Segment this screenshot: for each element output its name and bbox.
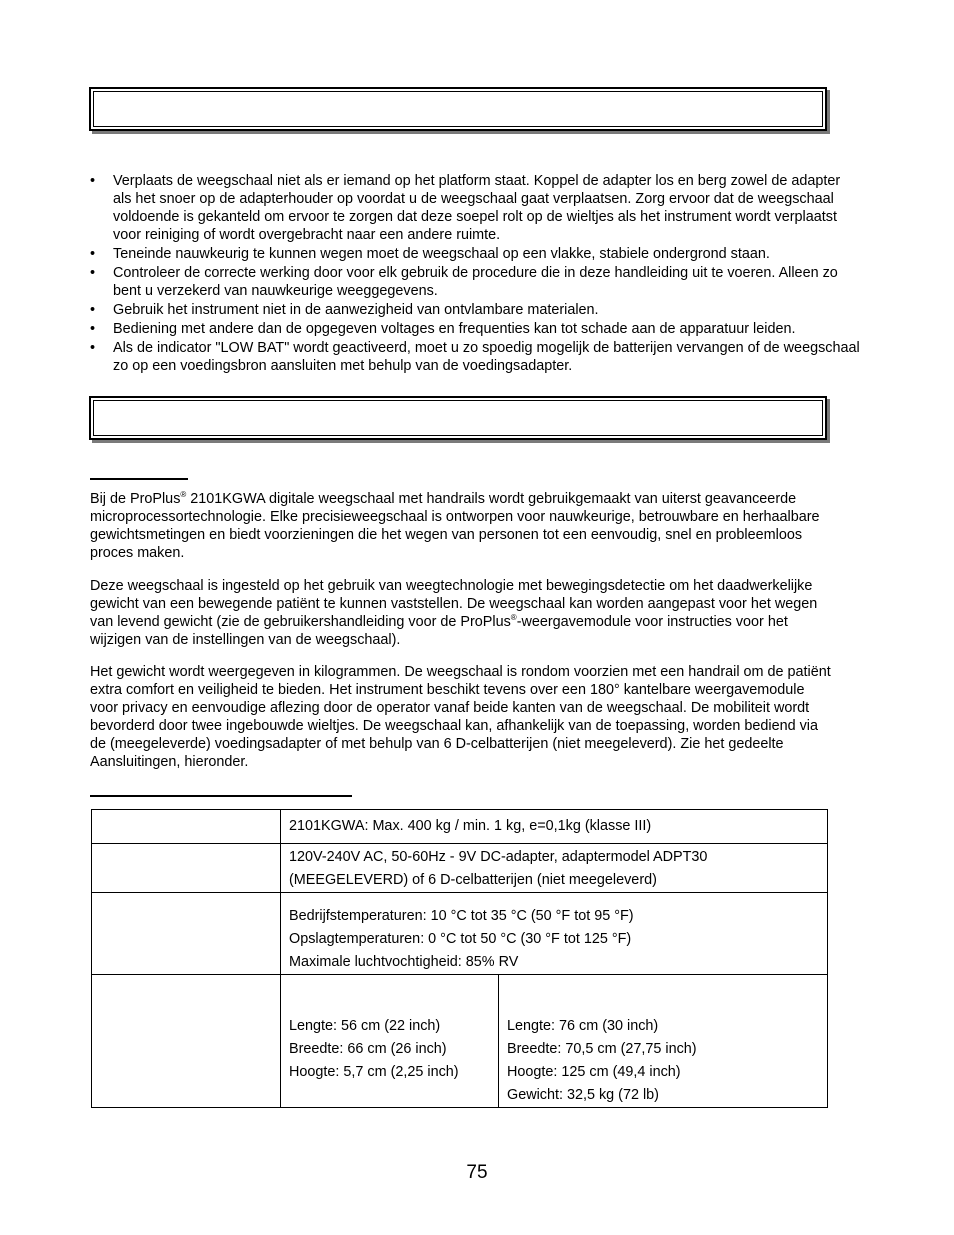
subheading-underline: [90, 478, 188, 480]
precautions-list: [90, 172, 860, 376]
platform-dimension: Lengte: 56 cm (22 inch): [289, 1018, 441, 1034]
environment-value: Maximale luchtvochtigheid: 85% RV: [289, 954, 519, 970]
table-row: [92, 893, 828, 975]
environment-value: Opslagtemperaturen: 0 °C tot 50 °C (30 °F tot 125 °F): [289, 931, 632, 947]
page-number: 75: [466, 1162, 488, 1183]
list-item: • Teneinde nauwkeurig te kunnen wegen moet de weegschaal op een vlakke, stabiele ondergrond staan.: [90, 245, 860, 263]
power-value: 120V-240V AC, 50-60Hz - 9V DC-adapter, adaptermodel ADPT30: [289, 849, 708, 865]
list-item: • Verplaats de weegschaal niet als er iemand op het platform staat. Koppel de adapter los en berg zowel de adapter als het snoer op de adapterhouder op voordat u de weegschaal gaat verplaatsen. Zorg ervoor dat de weegschaal voldoende is gekanteld om ervoor te zorgen dat deze soepel rolt op de wieltjes als het instrument wordt verplaatst voor reiniging of wordt overgebracht naar een andere ruimte.: [90, 172, 860, 244]
capacity-value: 2101KGWA: Max. 400 kg / min. 1 kg, e=0,1kg (klasse III): [289, 818, 652, 834]
environment-value: Bedrijfstemperaturen: 10 °C tot 35 °C (50 °F tot 95 °F): [289, 908, 634, 924]
overall-dimension: Lengte: 76 cm (30 inch): [507, 1018, 659, 1034]
list-item: • Controleer de correcte werking door voor elk gebruik de procedure die in deze handleiding uit te voeren. Alleen zo bent u verzekerd van nauwkeurige weeggegevens.: [90, 264, 860, 300]
specs-subheading-underline: [90, 795, 352, 797]
motion-paragraph: Deze weegschaal is ingesteld op het gebruik van weegtechnologie met bewegingsdetectie om het daadwerkelijke gewicht van een bewegende patiënt te kunnen vaststellen. De weegschaal kan worden aangepast voor het wegen van levend gewicht (zie de gebruikershandleiding voor de ProPlus®-weergavemodule voor instructies voor het wijzigen van de instellingen van de weegschaal).: [90, 578, 818, 648]
section-heading-box-1: [89, 87, 827, 131]
platform-dimension: Breedte: 66 cm (26 inch): [289, 1041, 447, 1057]
specifications-table: [91, 809, 828, 1108]
list-item: • Gebruik het instrument niet in de aanwezigheid van ontvlambare materialen.: [90, 301, 860, 319]
section-heading-box-2: [89, 396, 827, 440]
table-row: [92, 844, 828, 893]
features-paragraph: Het gewicht wordt weergegeven in kilogrammen. De weegschaal is rondom voorzien met een handrail om de patiënt extra comfort en veiligheid te bieden. Het instrument beschikt tevens over een 180° kantelbare weergavemodule voor privacy en eenvoudige aflezing door de operator vanaf beide kanten van de weegschaal. De mobiliteit wordt bevorderd door twee ingebouwde wieltjes. De weegschaal kan, afhankelijk van de toepassing, worden bediend via de (meegeleverde) voedingsadapter of met behulp van 6 D-celbatterijen (niet meegeleverd). Zie het gedeelte Aansluitingen, hieronder.: [90, 664, 831, 770]
table-row: [92, 810, 828, 844]
list-item: • Bediening met andere dan de opgegeven voltages en frequenties kan tot schade aan de apparatuur leiden.: [90, 320, 860, 338]
list-item: • Als de indicator "LOW BAT" wordt geactiveerd, moet u zo spoedig mogelijk de batterijen vervangen of de weegschaal zo op een voedingsbron aansluiten met behulp van de voedingsadapter.: [90, 339, 860, 375]
overall-dimension: Hoogte: 125 cm (49,4 inch): [507, 1064, 681, 1080]
overall-dimension: Breedte: 70,5 cm (27,75 inch): [507, 1041, 697, 1057]
power-value: (MEEGELEVERD) of 6 D-celbatterijen (niet meegeleverd): [289, 872, 657, 888]
table-row: [92, 975, 828, 1108]
intro-paragraph: Bij de ProPlus® 2101KGWA digitale weegschaal met handrails wordt gebruikgemaakt van uiterst geavanceerde microprocessortechnologie. Elke precisieweegschaal is ontworpen voor nauwkeurige, betrouwbare en herhaalbare gewichtsmetingen en biedt voorzieningen die het wegen van personen tot een eenvoudig, snel en probleemloos proces maken.: [90, 490, 820, 561]
platform-dimension: Hoogte: 5,7 cm (2,25 inch): [289, 1064, 459, 1080]
overall-dimension: Gewicht: 32,5 kg (72 lb): [507, 1087, 659, 1103]
